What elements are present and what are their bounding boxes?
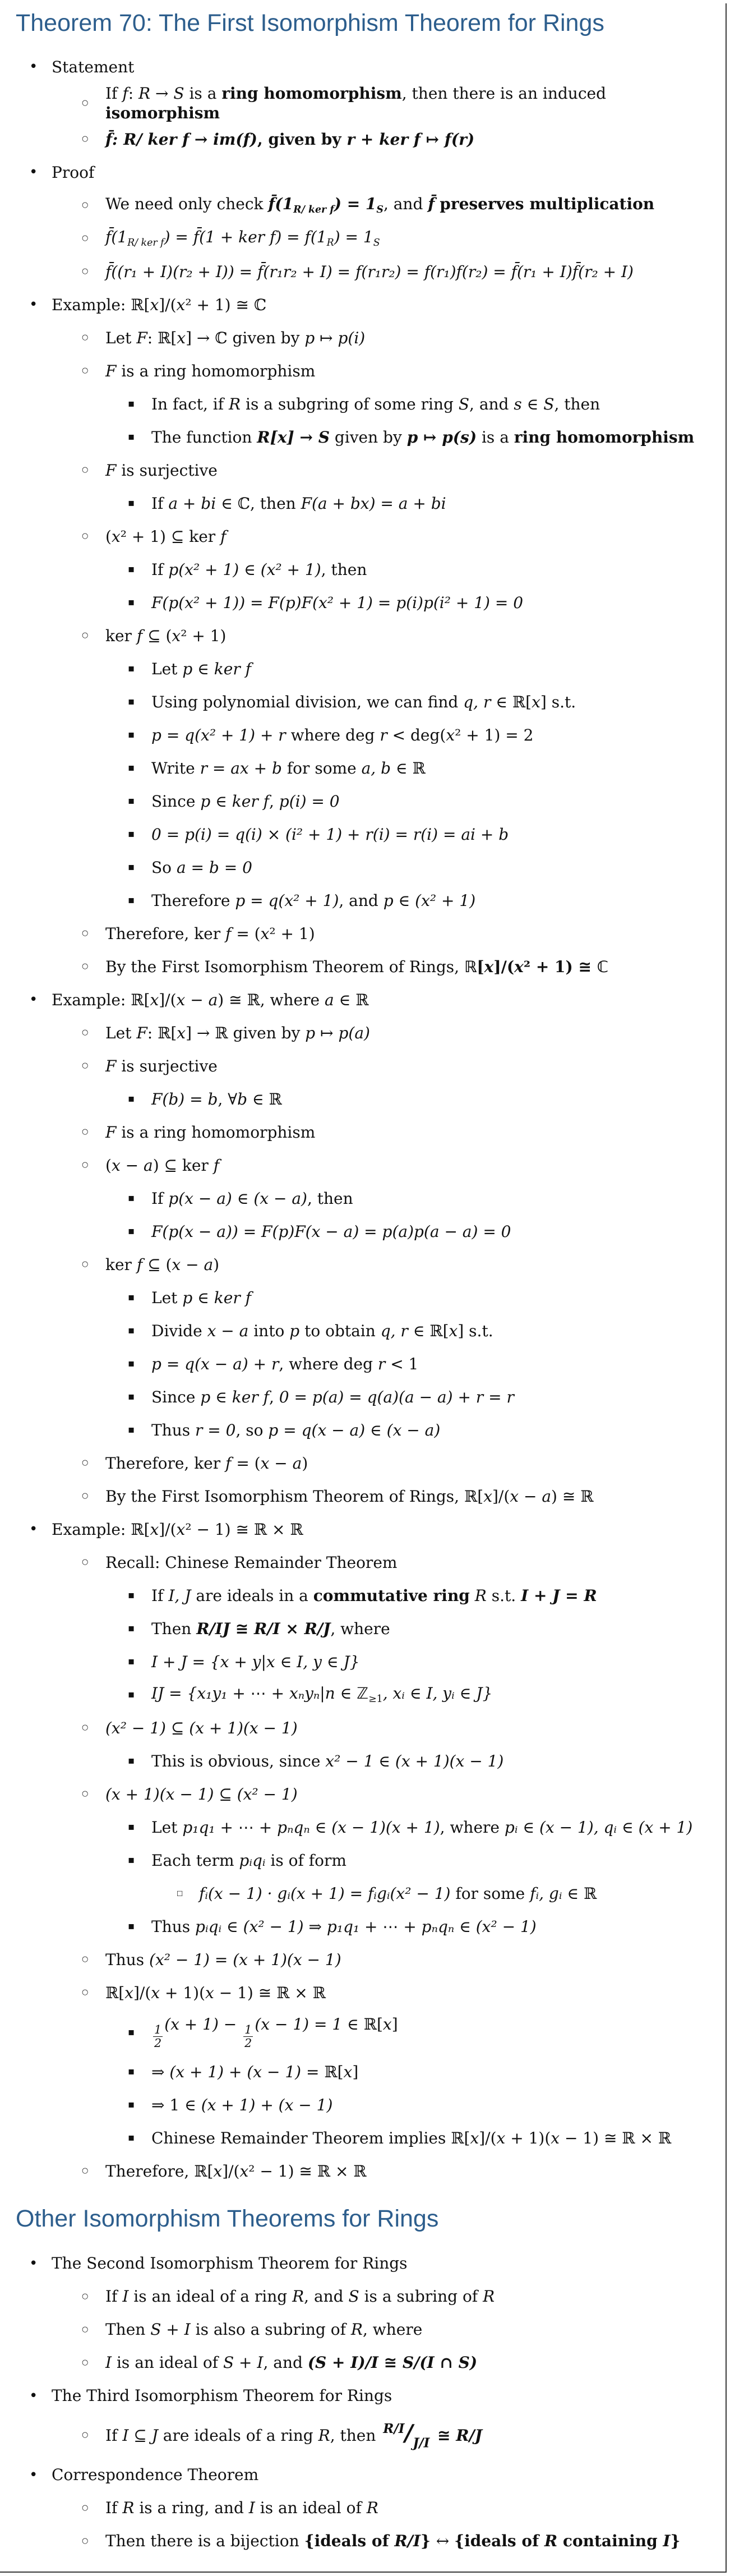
bullet-l1-icon: • [29, 296, 38, 313]
bullet-l1-icon: • [29, 2387, 38, 2404]
outline-text: (x² + 1) ⊆ ker f [105, 527, 227, 546]
outline-item [0, 2280, 730, 2313]
outline-item [0, 1811, 730, 1844]
outline-item [0, 421, 730, 454]
bullet-l2-icon: ○ [82, 200, 89, 209]
outline-item [0, 818, 730, 851]
outline-item [0, 520, 730, 553]
outline-text: Statement [52, 57, 135, 76]
outline-item [0, 917, 730, 950]
outline-text: Then R/IJ ≅ R/I × R/J, where [151, 1619, 390, 1638]
bullet-l2-icon: ○ [82, 1723, 89, 1732]
bullet-l2-icon: ○ [82, 1127, 89, 1136]
bullet-l3-icon: ▪ [128, 1853, 135, 1866]
outline-item [0, 1381, 730, 1414]
bullet-l3-icon: ▪ [128, 2026, 135, 2038]
outline-text: f̄((r₁ + I)(r₂ + I)) = f̄(r₁r₂ + I) = f(r₁r₂) = f(r₁)f(r₂) = f̄(r₁ + I)f̄(r₂ + I) [105, 262, 634, 281]
bullet-l2-icon: ○ [82, 531, 89, 540]
bullet-l3-icon: ▪ [128, 1754, 135, 1767]
bullet-l3-icon: ▪ [128, 894, 135, 906]
outline-text: Let F: ℝ[x] → ℝ given by p ↦ p(a) [105, 1023, 370, 1042]
bullet-l3-icon: ▪ [128, 397, 135, 410]
bullet-l3-icon: ▪ [128, 2065, 135, 2077]
outline-text: If I is an ideal of a ring R, and S is a subring of R [105, 2287, 495, 2306]
bullet-l3-icon: ▪ [128, 1357, 135, 1369]
outline-text: Let p₁q₁ + ⋯ + pₙqₙ ∈ (x − 1)(x + 1), where pᵢ ∈ (x − 1), qᵢ ∈ (x + 1) [151, 1818, 693, 1837]
outline-item [0, 1844, 730, 1877]
outline-text: $f̄(1_{R/ ker f})$ = f̄(1 + ker $f) = f(1_R) = 1_S$ [105, 228, 380, 249]
bullet-l2-icon: ○ [82, 1988, 89, 1997]
inline-fraction: $\frac{1}{2}$ [244, 2023, 252, 2050]
outline-item [0, 1778, 730, 1811]
outline-item [0, 1281, 730, 1314]
outline-text: If p(x² + 1) ∈ (x² + 1), then [151, 560, 367, 579]
outline-item [0, 2524, 730, 2557]
bullet-l2-icon: ○ [82, 465, 89, 474]
outline-text: Divide x − a into p to obtain q, r ∈ ℝ[x] s.t. [151, 1321, 493, 1340]
bullet-l1-icon: • [29, 2255, 38, 2272]
bullet-l3-icon: ▪ [128, 1225, 135, 1237]
outline-item [0, 851, 730, 884]
outline-text: Each term pᵢqᵢ is of form [151, 1851, 346, 1870]
bullet-l2-icon: ○ [82, 134, 89, 143]
outline-text: fᵢ(x − 1) · gᵢ(x + 1) = fᵢgᵢ(x² − 1) for some fᵢ, gᵢ ∈ ℝ [199, 1884, 597, 1903]
outline-text: F(p(x − a)) = F(p)F(x − a) = p(a)p(a − a) = 0 [151, 1222, 511, 1241]
bullet-l2-icon: ○ [82, 2166, 89, 2175]
bullet-l2-icon: ○ [82, 1259, 89, 1268]
outline-item [0, 1745, 730, 1778]
outline-item [0, 222, 730, 255]
outline-text: Example: ℝ[x]/(x² + 1) ≅ ℂ [52, 295, 267, 314]
bullet-l1-icon: • [29, 58, 38, 75]
outline-item [0, 2412, 730, 2458]
bullet-l3-icon: ▪ [128, 761, 135, 774]
outline-item [0, 1248, 730, 1281]
bullet-l3-icon: ▪ [128, 1622, 135, 1634]
bullet-l3-icon: ▪ [128, 1192, 135, 1204]
outline-text: Since p ∈ ker f, 0 = p(a) = q(a)(a − a) + r = r [151, 1387, 514, 1406]
outline-item [0, 1182, 730, 1215]
outline-item [0, 1612, 730, 1645]
outline-item [0, 123, 730, 156]
bullet-l2-icon: ○ [82, 1061, 89, 1070]
outline-text: This is obvious, since x² − 1 ∈ (x + 1)(x − 1) [151, 1751, 504, 1770]
outline-text: If R is a ring, and I is an ideal of R [105, 2499, 378, 2518]
bullet-l2-icon: ○ [82, 962, 89, 970]
bullet-l2-icon: ○ [82, 266, 89, 275]
outline-item [0, 1149, 730, 1182]
bullet-l3-icon: ▪ [128, 1820, 135, 1833]
outline-item [0, 785, 730, 818]
bullet-l2-icon: ○ [82, 1028, 89, 1037]
outline-item [0, 983, 730, 1016]
outline-item [0, 1347, 730, 1381]
outline-item [0, 1579, 730, 1612]
outline-item [0, 2247, 730, 2280]
outline-item [0, 388, 730, 421]
bullet-l3-icon: ▪ [128, 2098, 135, 2110]
outline-item [0, 719, 730, 752]
bullet-l3-icon: ▪ [128, 1324, 135, 1336]
outline-text: I is an ideal of S + I, and (S + I)/I ≅ S/(I ∩ S) [105, 2353, 478, 2372]
inline-fraction: $\frac{1}{2}$ [154, 2023, 162, 2050]
bullet-l2-icon: ○ [82, 1160, 89, 1169]
bullet-l3-icon: ▪ [128, 2131, 135, 2143]
outline-item [0, 2055, 730, 2089]
outline-text: p = q(x − a) + r, where deg r < 1 [151, 1354, 419, 1373]
outline-section-1 [0, 50, 730, 2188]
bullet-l2-icon: ○ [82, 333, 89, 342]
outline-text: I + J = {x + y|x ∈ I, y ∈ J} [151, 1652, 360, 1671]
outline-item [0, 2089, 730, 2122]
outline-item [0, 1447, 730, 1480]
bullet-l1-icon: • [29, 1520, 38, 1538]
outline-item [0, 50, 730, 84]
outline-item [0, 686, 730, 719]
outline-item [0, 2122, 730, 2155]
outline-text: Let p ∈ ker f [151, 659, 251, 678]
bullet-l1-icon: • [29, 163, 38, 181]
outline-item [0, 1910, 730, 1943]
outline-text: ⇒ (x + 1) + (x − 1) = ℝ[x] [151, 2062, 359, 2081]
outline-item [0, 1546, 730, 1579]
outline-text: Since p ∈ ker f, p(i) = 0 [151, 792, 340, 811]
outline-text: Thus r = 0, so p = q(x − a) ∈ (x − a) [151, 1420, 441, 1439]
outline-text: 0 = p(i) = q(i) × (i² + 1) + r(i) = r(i) = ai + b [151, 825, 509, 844]
bullet-l3-icon: ▪ [128, 1688, 135, 1700]
outline-item [0, 355, 730, 388]
outline-text: By the First Isomorphism Theorem of Rings, ℝ[x]/(x² + 1) ≅ ℂ [105, 957, 609, 976]
outline-text: We need only check $f̄(1_{R/ ker f}) = 1_S$, and f̄ preserves multiplication [105, 195, 655, 216]
outline-text: The function R[x] → S given by p ↦ p(s) is a ring homomorphism [151, 427, 695, 447]
bullet-l4-icon: □ [177, 1889, 183, 1897]
outline-item [0, 1016, 730, 1050]
outline-item [0, 1215, 730, 1248]
bullet-l3-icon: ▪ [128, 1589, 135, 1601]
outline-text: (x + 1)(x − 1) ⊆ (x² − 1) [105, 1784, 298, 1804]
bullet-l3-icon: ▪ [128, 827, 135, 840]
outline-item [0, 1480, 730, 1513]
bullet-l3-icon: ▪ [128, 1423, 135, 1436]
section-heading: Other Isomorphism Theorems for Rings [16, 2205, 439, 2232]
outline-item [0, 2155, 730, 2188]
outline-text: F(b) = b, ∀b ∈ ℝ [151, 1089, 282, 1108]
outline-item [0, 1877, 730, 1910]
outline-text: Example: ℝ[x]/(x − a) ≅ ℝ, where a ∈ ℝ [52, 990, 369, 1009]
outline-text: Therefore, ker f = (x − a) [105, 1453, 308, 1473]
bullet-l3-icon: ▪ [128, 563, 135, 575]
outline-item [0, 2491, 730, 2524]
bullet-l2-icon: ○ [82, 1954, 89, 1963]
bullet-l2-icon: ○ [82, 1789, 89, 1798]
bullet-l3-icon: ▪ [128, 662, 135, 674]
outline-text: Therefore, ker f = (x² + 1) [105, 924, 315, 943]
bullet-l2-icon: ○ [82, 2503, 89, 2512]
outline-text: p = q(x² + 1) + r where deg r < deg(x² + 1) = 2 [151, 725, 534, 744]
outline-text: If a + bi ∈ ℂ, then F(a + bx) = a + bi [151, 494, 446, 513]
bullet-l3-icon: ▪ [128, 1092, 135, 1105]
outline-item [0, 1050, 730, 1083]
bullet-l2-icon: ○ [82, 98, 89, 107]
outline-item [0, 950, 730, 983]
outline-text: Thus pᵢqᵢ ∈ (x² − 1) ⇒ p₁q₁ + ⋯ + pₙqₙ ∈ (x² − 1) [151, 1917, 537, 1936]
bullet-l2-icon: ○ [82, 2292, 89, 2301]
outline-item [0, 1678, 730, 1712]
skew-fraction: $^{R/I}/_{J/I}$ [383, 2419, 430, 2451]
outline-text: IJ = {x₁y₁ + ⋯ + xₙyₙ|n ∈ ℤ$_{\ge 1}$, xᵢ ∈ I, yᵢ ∈ J} [151, 1684, 493, 1705]
bullet-l3-icon: ▪ [128, 1920, 135, 1932]
bullet-l2-icon: ○ [82, 1491, 89, 1500]
bullet-l2-icon: ○ [82, 1557, 89, 1566]
outline-item [0, 752, 730, 785]
outline-item [0, 1083, 730, 1116]
outline-text: Therefore, ℝ[x]/(x² − 1) ≅ ℝ × ℝ [105, 2161, 367, 2181]
outline-item [0, 1645, 730, 1678]
outline-item [0, 884, 730, 917]
outline-text: Chinese Remainder Theorem implies ℝ[x]/(x + 1)(x − 1) ≅ ℝ × ℝ [151, 2128, 672, 2147]
outline-text: Let F: ℝ[x] → ℂ given by p ↦ p(i) [105, 328, 366, 347]
bullet-l2-icon: ○ [82, 2431, 89, 2440]
outline-item [0, 2009, 730, 2055]
outline-text: ℝ[x]/(x + 1)(x − 1) ≅ ℝ × ℝ [105, 1983, 326, 2002]
outline-text: $\frac{1}{2}$ (x + 1) − $\frac{1}{2}$ (x − 1) = 1 ∈ ℝ[x] [154, 2015, 398, 2050]
bullet-l3-icon: ▪ [128, 430, 135, 443]
outline-item [0, 586, 730, 619]
bullet-l3-icon: ▪ [128, 695, 135, 707]
outline-item [0, 2313, 730, 2346]
outline-text: Correspondence Theorem [52, 2465, 259, 2485]
outline-text: F is surjective [105, 1056, 218, 1075]
outline-text: Proof [52, 163, 95, 182]
bullet-l2-icon: ○ [82, 366, 89, 375]
outline-item [0, 1116, 730, 1149]
outline-text: Recall: Chinese Remainder Theorem [105, 1553, 398, 1572]
page-title: Theorem 70: The First Isomorphism Theorem for Rings [16, 10, 604, 36]
outline-item [0, 84, 730, 123]
bullet-l2-icon: ○ [82, 2358, 89, 2367]
outline-item [0, 156, 730, 189]
outline-text: (x − a) ⊆ ker f [105, 1156, 220, 1175]
bullet-l2-icon: ○ [82, 1458, 89, 1467]
bullet-l2-icon: ○ [82, 2325, 89, 2334]
outline-item [0, 487, 730, 520]
outline-item [0, 1712, 730, 1745]
outline-section-2 [0, 2247, 730, 2557]
outline-text: Example: ℝ[x]/(x² − 1) ≅ ℝ × ℝ [52, 1520, 303, 1539]
bullet-l2-icon: ○ [82, 2536, 89, 2545]
outline-text: ker f ⊆ (x² + 1) [105, 626, 227, 645]
bullet-l2-icon: ○ [82, 928, 89, 937]
outline-text: By the First Isomorphism Theorem of Rings, ℝ[x]/(x − a) ≅ ℝ [105, 1487, 594, 1506]
outline-text: f̄: R/ ker f → im(f), given by r + ker f ↦ f(r) [105, 130, 475, 149]
bullet-l3-icon: ▪ [128, 861, 135, 873]
outline-text: F is a ring homomorphism [105, 361, 316, 380]
bullet-l2-icon: ○ [82, 631, 89, 640]
outline-item [0, 619, 730, 652]
outline-text: Let p ∈ ker f [151, 1288, 251, 1307]
outline-item [0, 255, 730, 288]
outline-item [0, 2379, 730, 2412]
page-edge-bottom [0, 2572, 727, 2573]
bullet-l3-icon: ▪ [128, 1655, 135, 1667]
bullet-l3-icon: ▪ [128, 596, 135, 608]
outline-text: F(p(x² + 1)) = F(p)F(x² + 1) = p(i)p(i² + 1) = 0 [151, 593, 524, 612]
bullet-l1-icon: • [29, 991, 38, 1008]
bullet-l3-icon: ▪ [128, 794, 135, 807]
outline-text: If I ⊆ J are ideals of a ring R, then $^{R/I}/_{J/I}$ ≅ R/J [105, 2419, 483, 2451]
outline-item [0, 2346, 730, 2379]
outline-text: The Second Isomorphism Theorem for Rings [52, 2254, 408, 2273]
outline-text: Then S + I is also a subring of R, where [105, 2320, 423, 2339]
outline-text: If p(x − a) ∈ (x − a), then [151, 1189, 353, 1208]
outline-item [0, 652, 730, 686]
bullet-l1-icon: • [29, 2466, 38, 2483]
bullet-l3-icon: ▪ [128, 1291, 135, 1303]
outline-text: Thus (x² − 1) = (x + 1)(x − 1) [105, 1950, 341, 1969]
outline-text: ⇒ 1 ∈ (x + 1) + (x − 1) [151, 2095, 333, 2114]
outline-item [0, 1513, 730, 1546]
outline-text: Then there is a bijection {ideals of R/I} ↔ {ideals of R containing I} [105, 2532, 681, 2551]
outline-item [0, 1976, 730, 2009]
outline-item [0, 189, 730, 222]
outline-item [0, 1943, 730, 1976]
outline-text: F is a ring homomorphism [105, 1123, 316, 1142]
bullet-l2-icon: ○ [82, 233, 89, 242]
outline-text: If f: R → S is a ring homomorphism, then there is an induced isomorphism [105, 84, 607, 122]
page-edge-right [726, 3, 727, 2573]
outline-item [0, 288, 730, 321]
outline-item [0, 321, 730, 355]
outline-text: Using polynomial division, we can find q, r ∈ ℝ[x] s.t. [151, 692, 576, 711]
outline-text: F is surjective [105, 461, 218, 480]
outline-text: So a = b = 0 [151, 858, 252, 877]
bullet-l3-icon: ▪ [128, 728, 135, 740]
outline-text: Write r = ax + b for some a, b ∈ ℝ [151, 758, 426, 778]
outline-item [0, 454, 730, 487]
bullet-l3-icon: ▪ [128, 496, 135, 509]
bullet-l3-icon: ▪ [128, 1390, 135, 1402]
outline-text: In fact, if R is a subgring of some ring S, and s ∈ S, then [151, 394, 600, 413]
outline-text: The Third Isomorphism Theorem for Rings [52, 2386, 392, 2405]
outline-text: (x² − 1) ⊆ (x + 1)(x − 1) [105, 1718, 298, 1737]
outline-text: If I, J are ideals in a commutative ring R s.t. I + J = R [151, 1586, 597, 1605]
outline-item [0, 553, 730, 586]
outline-text: Therefore p = q(x² + 1), and p ∈ (x² + 1) [151, 891, 476, 910]
outline-item [0, 1314, 730, 1347]
outline-item [0, 1414, 730, 1447]
outline-text: ker f ⊆ (x − a) [105, 1255, 220, 1274]
outline-item [0, 2458, 730, 2491]
